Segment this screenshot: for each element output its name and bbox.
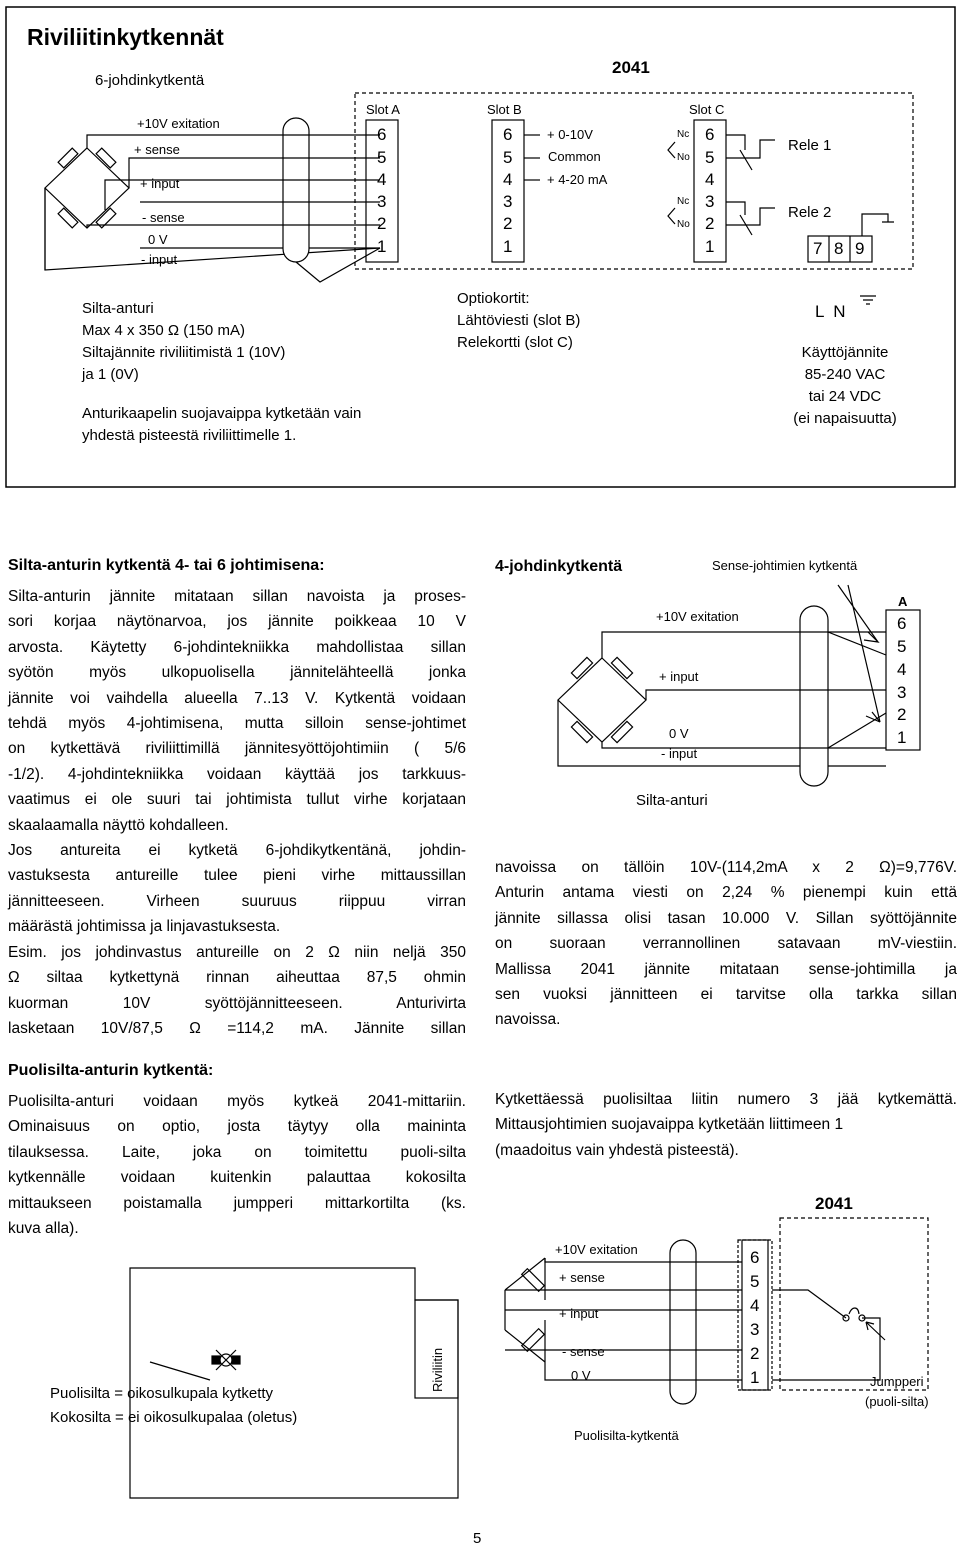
half-bridge-text-left: Puolisilta-anturi voidaan myös kytkeä 2041-mittariin. Ominaisuus on optio, josta täytyy olla maininta tilauksessa. Laite, joka on toimitettu puoli-silta kytkennälle voidaan kuitenkin palauttaa kokosilta mittaukseen poistamalla jumpperi mittarkortilta (ks. kuva alla).	[8, 1093, 466, 1238]
wire-label: 0 V	[148, 232, 168, 247]
terminal-number: 4	[750, 1296, 760, 1315]
model-label: 2041	[612, 58, 650, 77]
terminal-number: 6	[377, 125, 387, 144]
cable-shield-4w	[800, 606, 828, 786]
terminal-number: 5	[503, 148, 513, 167]
slot-a-label: Slot A	[366, 102, 400, 117]
terminal-number: 2	[897, 705, 907, 724]
nc-label: Nc	[677, 196, 690, 207]
six-wire-title: 6-johdinkytkentä	[95, 72, 205, 89]
nc-label: Nc	[677, 129, 690, 140]
wire-label: - input	[141, 252, 178, 267]
instrument-2041-box	[780, 1218, 928, 1390]
terminal-number: 3	[897, 683, 907, 702]
terminal-board-label: Riviliitin	[430, 1347, 445, 1392]
terminal-number: 3	[705, 192, 715, 211]
no-label: No	[677, 219, 690, 230]
wire-label: + sense	[134, 142, 180, 157]
wire-label: +10V exitation	[555, 1242, 638, 1257]
line-neutral-label: L N	[815, 302, 846, 321]
section-heading-bridge: Silta-anturin kytkentä 4- tai 6 johtimisena:	[8, 557, 325, 574]
terminal-number: 5	[377, 148, 387, 167]
terminal-number: 6	[897, 614, 907, 633]
section-heading-half-bridge: Puolisilta-anturin kytkentä:	[8, 1062, 214, 1079]
jumper-label: Jumpperi (puoli-silta)	[865, 1374, 929, 1409]
wire-label: +10V exitation	[656, 609, 739, 624]
wire-label: 0 V	[669, 726, 689, 741]
terminal-number: 4	[503, 170, 513, 189]
terminal-number: 6	[750, 1248, 760, 1267]
wire-label: + input	[559, 1306, 599, 1321]
terminal-number: 2	[377, 214, 387, 233]
slot-b-label: Slot B	[487, 102, 522, 117]
terminal-number: 4	[897, 660, 907, 679]
wire-label: +10V exitation	[137, 116, 220, 131]
slot-b-output-label: + 4-20 mA	[547, 172, 608, 187]
wire-label: - input	[661, 746, 698, 761]
wire-label: 0 V	[571, 1368, 591, 1383]
bridge-sensor-icon	[45, 148, 129, 228]
relay-1-label: Rele 1	[788, 137, 832, 154]
page-number: 5	[473, 1530, 482, 1547]
terminal-number: 3	[750, 1320, 760, 1339]
sensor-label: Silta-anturi	[636, 792, 708, 809]
terminal-number: 1	[377, 237, 387, 256]
supply-voltage-notes: Käyttöjännite 85-240 VAC tai 24 VDC (ei napaisuutta)	[793, 344, 897, 427]
terminal-number: 6	[705, 125, 715, 144]
wire-label: - sense	[142, 210, 185, 225]
power-terminal-number: 8	[834, 239, 844, 258]
wire-label: + sense	[559, 1270, 605, 1285]
terminal-number: 5	[750, 1272, 760, 1291]
terminal-number: 5	[705, 148, 715, 167]
page-title: Riviliitinkytkennät	[27, 24, 224, 50]
slot-a-short-label: A	[898, 594, 908, 609]
terminal-number: 4	[377, 170, 387, 189]
cable-shield	[283, 118, 309, 262]
slot-c-label: Slot C	[689, 102, 725, 117]
terminal-number: 1	[897, 728, 907, 747]
power-terminal-number: 9	[855, 239, 865, 258]
bridge-sensor-icon-4w	[558, 657, 646, 742]
slot-b-output-label: + 0-10V	[547, 127, 593, 142]
terminal-number: 3	[377, 192, 387, 211]
option-card-notes: Optiokortit: Lähtöviesti (slot B) Relekortti (slot C)	[457, 290, 581, 351]
board-notes: Puolisilta = oikosulkupala kytketty Kokosilta = ei oikosulkupalaa (oletus)	[50, 1385, 298, 1426]
four-wire-title: 4-johdinkytkentä	[495, 558, 623, 575]
wire-label: - sense	[562, 1344, 605, 1359]
power-terminal-number: 7	[813, 239, 823, 258]
terminal-number: 1	[750, 1368, 760, 1387]
terminal-number: 2	[750, 1344, 760, 1363]
half-bridge-text-right: Kytkettäessä puolisiltaa liitin numero 3 jää kytkemättä. Mittausjohtimien suojavaippa kytketään liittimeen 1 (maadoitus vain yhdestä pisteestä).	[495, 1091, 957, 1159]
model-label-half: 2041	[815, 1194, 853, 1213]
shield-note: Anturikaapelin suojavaippa kytketään vain yhdestä pisteestä riviliittimelle 1.	[82, 405, 362, 444]
wire-label: + input	[140, 176, 180, 191]
half-bridge-diagram-label: Puolisilta-kytkentä	[574, 1428, 679, 1443]
terminal-number: 5	[897, 637, 907, 656]
terminal-number: 3	[503, 192, 513, 211]
terminal-number: 1	[503, 237, 513, 256]
terminal-number: 1	[705, 237, 715, 256]
bridge-text-right: navoissa on tällöin 10V-(114,2mA x 2 Ω)=9,776V. Anturin antama viesti on 2,24 % pienempi kuin että jännite sillassa olisi tasan 10.000 V. Sillan syöttöjännite on suoraan verrannollinen satavaan mV-viestiin. Mallissa 2041 jännite mitataan sense-johtimilla ja sen vuoksi jännitteen ei tarvitse olla tarkka sillan navoissa.	[495, 859, 957, 1029]
terminal-number: 2	[705, 214, 715, 233]
slot-b-output-label: Common	[548, 149, 601, 164]
terminal-number: 2	[503, 214, 513, 233]
no-label: No	[677, 152, 690, 163]
bridge-text-left: Silta-anturin jännite mitataan sillan navoista ja proses- sori korjaa näytönarvoa, jos jännite poikkeaa 10 V arvosta. Käytetty 6-johdintekniikka mahdollistaa sillan syötön myös ulkopuolisella jännitelähteellä jonka jännite voi vaihdella alueella 7..13 V. Kytkentä voidaan tehdä myös 4-johtimisena, mutta silloin sense-johtimet on kytkettävä riviliittimillä jännitesyöttöjohtimiin ( 5/6 -1/2). 4-johdintekniikka voidaan käyttää jos tarkkuus- vaatimus ei ole suuri tai johtimista tullut virhe korjataan skaalaamalla näyttö kohdalleen. Jos antureita ei kytketä 6-johdikytkentänä, johdin- vastuksesta antureille tulee pieni virhe mittaussillan jännitteeseen. Virheen suuruus riippuu virran määrästä johtimissa ja linjavastuksesta. Esim. jos johdinvastus antureille on 2 Ω niin neljä 350 Ω siltaa kytkettynä rinnan aiheuttaa 87,5 ohmin kuorman 10V syöttöjännitteeseen. Anturivirta lasketaan 10V/87,5 Ω =114,2 mA. Jännite sillan	[8, 588, 466, 1037]
sense-wire-title: Sense-johtimien kytkentä	[712, 558, 858, 573]
sensor-notes: Silta-anturi Max 4 x 350 Ω (150 mA) Siltajännite riviliitimistä 1 (10V) ja 1 (0V)	[82, 300, 286, 383]
wire-label: + input	[659, 669, 699, 684]
terminal-number: 4	[705, 170, 715, 189]
relay-2-label: Rele 2	[788, 204, 832, 221]
terminal-number: 6	[503, 125, 513, 144]
